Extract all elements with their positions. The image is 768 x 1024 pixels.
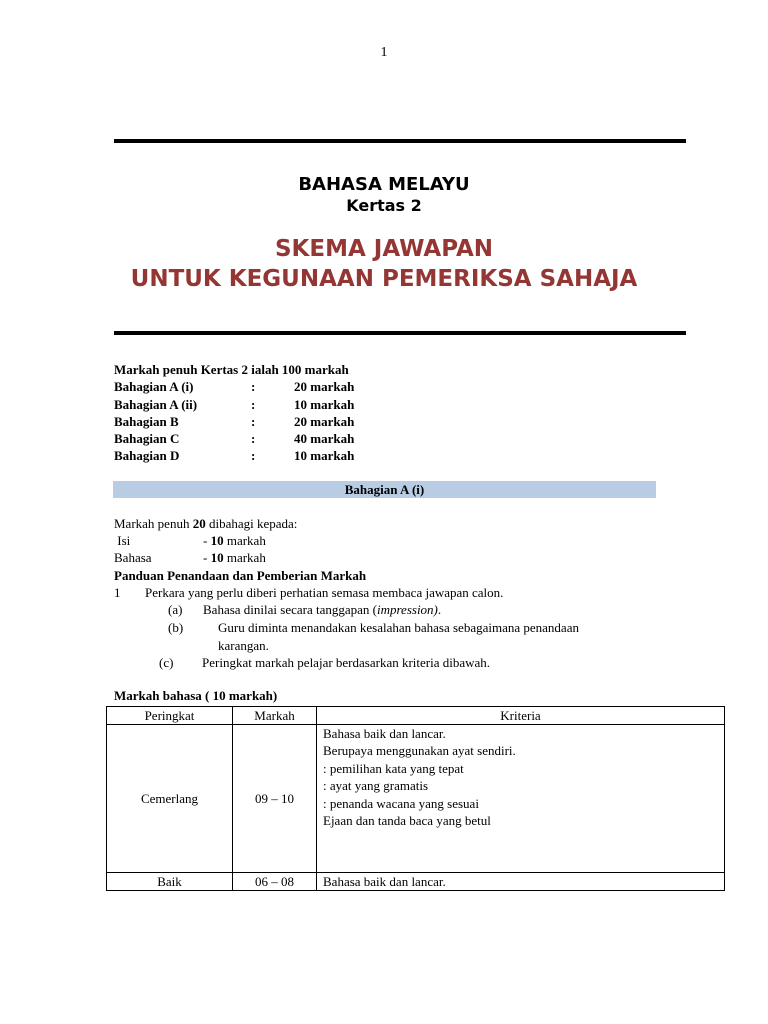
split-dash: -: [203, 533, 211, 548]
section-name: Bahagian C: [114, 431, 180, 447]
guide-point-number: 1: [114, 585, 121, 600]
table-header-row: [107, 707, 725, 725]
section-marks: 10 markah: [294, 448, 355, 464]
guide-point-text: Perkara yang perlu diberi perhatian semasa membaca jawapan calon.: [145, 585, 504, 600]
marks-row: [114, 378, 354, 395]
split-intro-pre: Markah penuh: [114, 516, 193, 531]
table-caption: Markah bahasa ( 10 markah): [114, 688, 278, 703]
marks-row: [114, 396, 354, 413]
header-peringkat: Peringkat: [107, 707, 233, 725]
section-marks: 20 markah: [294, 379, 355, 395]
split-dash: -: [203, 550, 211, 565]
subject-title: BAHASA MELAYU: [298, 174, 470, 195]
separator: :: [251, 431, 256, 447]
separator: :: [251, 396, 256, 412]
section-name: Bahagian B: [114, 413, 179, 429]
marks-row: [114, 447, 354, 464]
criteria-line: : pemilihan kata yang tepat: [323, 760, 464, 776]
sub-b-label: (b): [168, 620, 184, 635]
split-intro-post: dibahagi kepada:: [205, 516, 298, 531]
marks-row: [114, 430, 354, 447]
sub-a-post: .: [437, 602, 442, 617]
sub-c-label: (c): [159, 655, 174, 670]
section-band: Bahagian A (i): [113, 481, 656, 498]
separator: :: [251, 379, 256, 395]
criteria-cell: [317, 725, 725, 873]
level-cell: Cemerlang: [107, 725, 233, 873]
page-number: 1: [380, 45, 388, 60]
section-marks: 40 markah: [294, 431, 355, 447]
scheme-title-line2: UNTUK KEGUNAAN PEMERIKSA SAHAJA: [130, 266, 638, 292]
table-row: [107, 873, 725, 891]
split-intro: [114, 516, 297, 532]
separator: :: [251, 448, 256, 464]
split-unit: markah: [223, 550, 266, 565]
split-label: Bahasa: [114, 550, 152, 565]
separator: :: [251, 413, 256, 429]
scheme-title-line1: SKEMA JAWAPAN: [274, 236, 494, 262]
guide-heading: Panduan Penandaan dan Pemberian Markah: [114, 568, 367, 583]
sub-b-line1: Guru diminta menandakan kesalahan bahasa sebagaimana penandaan: [218, 620, 579, 635]
sub-a-text: [203, 602, 441, 618]
section-name: Bahagian A (ii): [114, 396, 198, 412]
marks-row: [114, 413, 354, 430]
sub-c-text: Peringkat markah pelajar berdasarkan kriteria dibawah.: [202, 655, 491, 670]
marks-criteria-table: [106, 706, 725, 891]
sub-a-italic: impression): [376, 602, 438, 617]
marks-summary-intro: Markah penuh Kertas 2 ialah 100 markah: [114, 362, 349, 377]
criteria-line: : penanda wacana yang sesuai: [323, 795, 479, 811]
paper-title: Kertas 2: [346, 196, 422, 215]
criteria-line: Berupaya menggunakan ayat sendiri.: [323, 743, 516, 759]
header-markah: Markah: [233, 707, 317, 725]
criteria-line: Bahasa baik dan lancar.: [323, 874, 446, 889]
sub-b-line2: karangan.: [218, 638, 269, 653]
section-name: Bahagian D: [114, 448, 180, 464]
section-marks: 20 markah: [294, 413, 355, 429]
split-item-bahasa: [114, 550, 266, 566]
split-value: 10: [210, 533, 224, 548]
section-marks: 10 markah: [294, 396, 355, 412]
criteria-cell: [317, 873, 725, 891]
sub-a-label: (a): [168, 602, 183, 617]
top-rule: [114, 139, 686, 143]
header-kriteria: Kriteria: [317, 707, 725, 725]
split-unit: markah: [223, 533, 266, 548]
split-value: 10: [210, 550, 224, 565]
split-label: Isi: [114, 533, 131, 548]
split-item-isi: [114, 533, 266, 549]
criteria-line: Ejaan dan tanda baca yang betul: [323, 813, 491, 829]
level-cell: Baik: [107, 873, 233, 891]
marks-summary: [114, 361, 354, 465]
section-name: Bahagian A (i): [114, 379, 194, 395]
marks-cell: 06 – 08: [233, 873, 317, 891]
criteria-line: Bahasa baik dan lancar.: [323, 726, 446, 741]
table-row: [107, 725, 725, 873]
bottom-rule: [114, 331, 686, 335]
marks-cell: 09 – 10: [233, 725, 317, 873]
sub-a-pre: Bahasa dinilai secara tanggapan (: [203, 602, 377, 617]
split-total: 20: [192, 516, 206, 531]
criteria-line: : ayat yang gramatis: [323, 778, 429, 794]
